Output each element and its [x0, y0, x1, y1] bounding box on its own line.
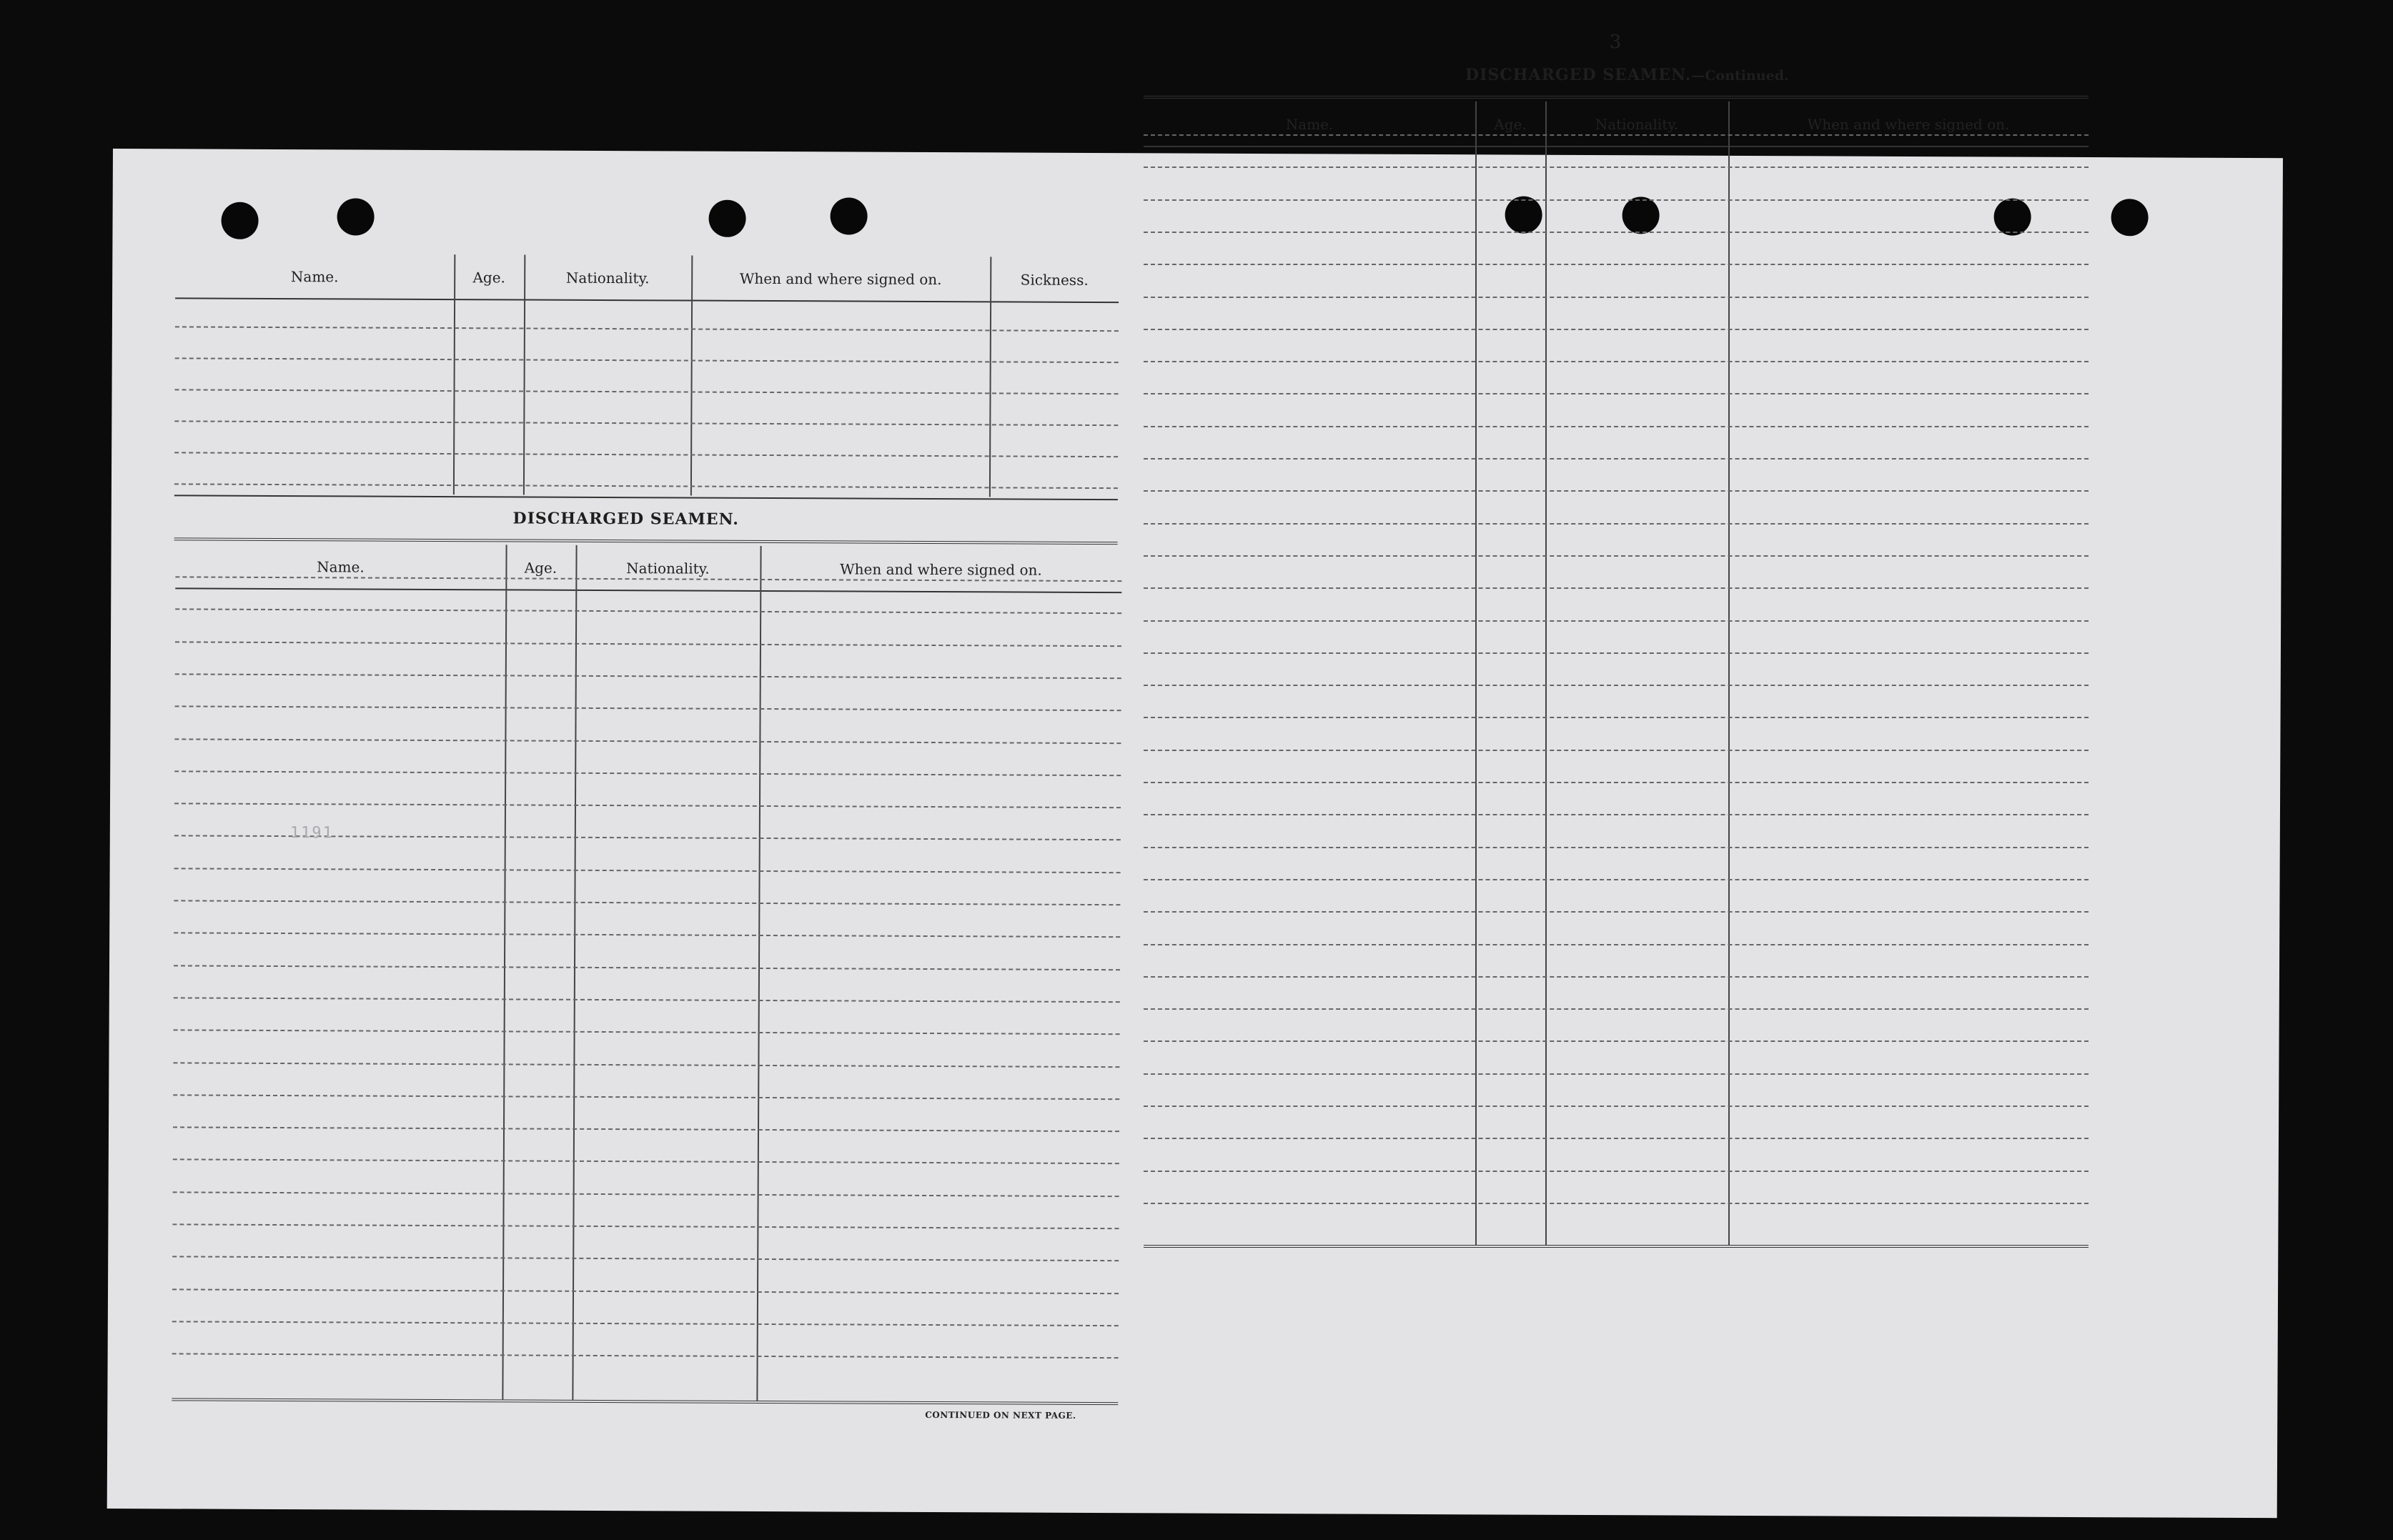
row-line [1144, 264, 2089, 265]
row-line [174, 933, 1120, 938]
punch-hole [221, 202, 258, 239]
row-line [1144, 297, 2089, 298]
title-suffix: —Continued. [1691, 68, 1789, 84]
row-line [1144, 814, 2089, 815]
row-line [1144, 134, 2089, 136]
punch-hole [2111, 199, 2148, 236]
continued-note: CONTINUED ON NEXT PAGE. [925, 1409, 1076, 1421]
header-age: Age. [505, 545, 575, 590]
punch-hole [337, 198, 374, 235]
row-line [1144, 911, 2089, 913]
row-line [172, 1353, 1119, 1359]
row-line [1144, 750, 2089, 751]
row-line [1144, 523, 2089, 525]
row-line [174, 483, 1118, 489]
row-line [174, 900, 1120, 905]
row-line [1144, 1171, 2089, 1172]
row-line [175, 389, 1119, 394]
title-rule [1144, 96, 2089, 100]
column-divider [756, 546, 761, 1401]
row-line [173, 1126, 1119, 1132]
row-line [1144, 976, 2089, 978]
column-divider [989, 257, 991, 497]
row-line [175, 609, 1121, 615]
row-line [174, 997, 1120, 1003]
row-line [174, 868, 1121, 873]
row-line [174, 770, 1121, 776]
hospital-table [174, 253, 1119, 497]
header-age: Age. [454, 254, 524, 300]
row-line [1144, 361, 2089, 362]
row-line [174, 420, 1118, 426]
row-line [172, 1288, 1119, 1294]
bleed-through-mark: 1191 [289, 824, 334, 843]
header-nationality: Nationality. [575, 545, 760, 592]
row-line [174, 738, 1121, 744]
discharged-section-title: DISCHARGED SEAMEN. [512, 509, 740, 529]
row-line [173, 1159, 1119, 1165]
row-line [1144, 847, 2089, 848]
row-line [1144, 393, 2089, 394]
row-line [1144, 620, 2089, 622]
row-line [1144, 458, 2089, 459]
header-name: Name. [175, 253, 454, 300]
row-line [174, 965, 1120, 970]
title-main: DISCHARGED SEAMEN. [1465, 66, 1692, 84]
column-divider [523, 255, 525, 495]
bottom-rule [1144, 1245, 2089, 1249]
punch-hole [708, 200, 745, 237]
row-line [175, 357, 1119, 363]
row-line [1144, 232, 2089, 233]
row-line [1144, 1008, 2089, 1010]
row-line [174, 1030, 1120, 1035]
row-line [172, 1256, 1119, 1262]
row-line [1144, 685, 2089, 686]
row-line [173, 1094, 1119, 1100]
row-line [173, 1062, 1119, 1068]
header-nationality: Nationality. [1545, 101, 1728, 147]
row-line [174, 452, 1118, 457]
row-line [1144, 1106, 2089, 1107]
punch-hole [830, 197, 867, 234]
page-number-right: 3 [1609, 31, 1622, 53]
column-divider [502, 545, 507, 1399]
row-line [1144, 717, 2089, 718]
row-line [1144, 329, 2089, 330]
row-line [175, 641, 1121, 647]
header-nationality: Nationality. [524, 255, 691, 302]
row-line [1144, 1073, 2089, 1075]
row-line [1144, 944, 2089, 945]
row-line [1144, 587, 2089, 589]
row-line [1144, 555, 2089, 557]
row-line [1144, 1138, 2089, 1139]
row-line [175, 673, 1121, 679]
row-line [1144, 652, 2089, 654]
row-line [174, 803, 1121, 808]
row-line [1144, 782, 2089, 783]
row-line [173, 1191, 1119, 1197]
row-line [1144, 1203, 2089, 1204]
row-line [1144, 426, 2089, 427]
discharged-table-right [1144, 101, 2089, 1245]
header-signed-on: When and where signed on. [1728, 101, 2089, 147]
header-age: Age. [1475, 101, 1545, 147]
column-divider [453, 254, 455, 495]
header-sickness: Sickness. [990, 257, 1119, 303]
header-signed-on: When and where signed on. [691, 256, 990, 303]
row-line [1144, 199, 2089, 201]
header-name: Name. [1144, 101, 1475, 147]
discharged-continued-title [1465, 66, 1789, 84]
header-signed-on: When and where signed on. [760, 546, 1121, 593]
row-line [1144, 490, 2089, 492]
row-line [175, 706, 1121, 712]
row-line [1144, 1040, 2089, 1042]
column-divider [572, 545, 577, 1400]
row-line [1144, 167, 2089, 168]
row-line [175, 326, 1119, 332]
row-line [172, 1223, 1119, 1229]
header-name: Name. [175, 543, 505, 590]
column-divider [690, 256, 693, 496]
row-line [172, 1321, 1119, 1326]
discharged-table-left [172, 543, 1121, 1402]
row-line [1144, 879, 2089, 880]
